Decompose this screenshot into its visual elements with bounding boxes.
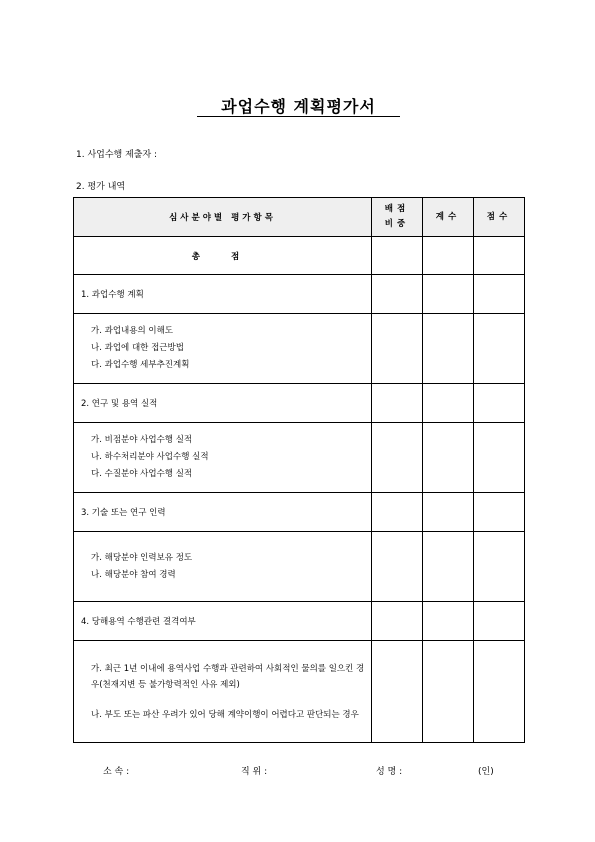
category-notes <box>74 641 372 743</box>
category-title: 3. 기술 또는 연구 인력 <box>74 493 372 532</box>
document-title: 과업수행 계획평가서 <box>221 97 376 116</box>
coefficient-cell[interactable] <box>423 641 474 743</box>
header-score: 점수 <box>474 198 525 237</box>
score-cell[interactable] <box>474 641 525 743</box>
note-paragraph: 나. 부도 또는 파산 우려가 있어 당해 계약이행이 어렵다고 판단되는 경우 <box>91 709 359 720</box>
table-header-row <box>74 198 525 237</box>
header-weight-line2: 비중 <box>384 219 410 229</box>
coefficient-cell[interactable] <box>423 602 474 641</box>
weight-cell[interactable] <box>372 532 423 602</box>
weight-cell[interactable] <box>372 641 423 743</box>
coefficient-cell[interactable] <box>423 384 474 423</box>
category-items-row <box>74 532 525 602</box>
category-row <box>74 384 525 423</box>
score-cell[interactable] <box>474 602 525 641</box>
evaluation-table <box>73 197 525 743</box>
score-cell[interactable] <box>474 314 525 384</box>
category-notes-row <box>74 641 525 743</box>
signature-seal: (인) <box>478 767 494 777</box>
total-weight-cell[interactable] <box>372 237 423 275</box>
score-cell[interactable] <box>474 493 525 532</box>
category-row <box>74 275 525 314</box>
category-items-row <box>74 314 525 384</box>
weight-cell[interactable] <box>372 423 423 493</box>
list-item: 가. 해당분야 인력보유 정도 <box>91 552 193 563</box>
weight-cell[interactable] <box>372 602 423 641</box>
weight-cell[interactable] <box>372 314 423 384</box>
category-items-row <box>74 423 525 493</box>
category-items <box>74 423 372 493</box>
list-item: 나. 해당분야 참여 경력 <box>91 569 176 580</box>
weight-cell[interactable] <box>372 384 423 423</box>
list-item: 가. 과업내용의 이해도 <box>91 326 174 336</box>
score-cell[interactable] <box>474 384 525 423</box>
category-items <box>74 314 372 384</box>
header-weight <box>372 198 423 237</box>
section-submitter: 1. 사업수행 제출자 : <box>76 150 158 160</box>
list-item: 나. 과업에 대한 접근방법 <box>91 343 184 353</box>
total-label: 총 점 <box>74 237 372 275</box>
coefficient-cell[interactable] <box>423 532 474 602</box>
total-row <box>74 237 525 275</box>
list-item: 가. 비점분야 사업수행 실적 <box>91 435 193 445</box>
coefficient-cell[interactable] <box>423 493 474 532</box>
weight-cell[interactable] <box>372 493 423 532</box>
header-coefficient: 계수 <box>423 198 474 237</box>
category-title: 2. 연구 및 용역 실적 <box>74 384 372 423</box>
category-row <box>74 602 525 641</box>
category-title: 4. 당해용역 수행관련 결격여부 <box>74 602 372 641</box>
list-item: 다. 수질분야 사업수행 실적 <box>91 469 193 479</box>
list-item: 나. 하수처리분야 사업수행 실적 <box>91 452 209 462</box>
title-underline <box>197 116 400 117</box>
header-weight-line1: 배점 <box>384 204 410 214</box>
category-title: 1. 과업수행 계획 <box>74 275 372 314</box>
score-cell[interactable] <box>474 275 525 314</box>
signature-position: 직 위 : <box>241 767 268 777</box>
coefficient-cell[interactable] <box>423 423 474 493</box>
category-items <box>74 532 372 602</box>
note-paragraph: 가. 최근 1년 이내에 용역사업 수행과 관련하여 사회적인 물의를 일으킨 경우(천재지변 등 불가항력적인 사유 제외) <box>91 663 365 690</box>
signature-affiliation: 소 속 : <box>103 767 130 777</box>
score-cell[interactable] <box>474 532 525 602</box>
total-coefficient-cell[interactable] <box>423 237 474 275</box>
header-item: 심사분야별 평가항목 <box>74 198 372 237</box>
coefficient-cell[interactable] <box>423 314 474 384</box>
list-item: 다. 과업수행 세부추진계획 <box>91 360 190 370</box>
signature-name: 성 명 : <box>376 767 403 777</box>
score-cell[interactable] <box>474 423 525 493</box>
category-row <box>74 493 525 532</box>
weight-cell[interactable] <box>372 275 423 314</box>
section-evaluation: 2. 평가 내역 <box>76 182 126 192</box>
coefficient-cell[interactable] <box>423 275 474 314</box>
total-score-cell[interactable] <box>474 237 525 275</box>
